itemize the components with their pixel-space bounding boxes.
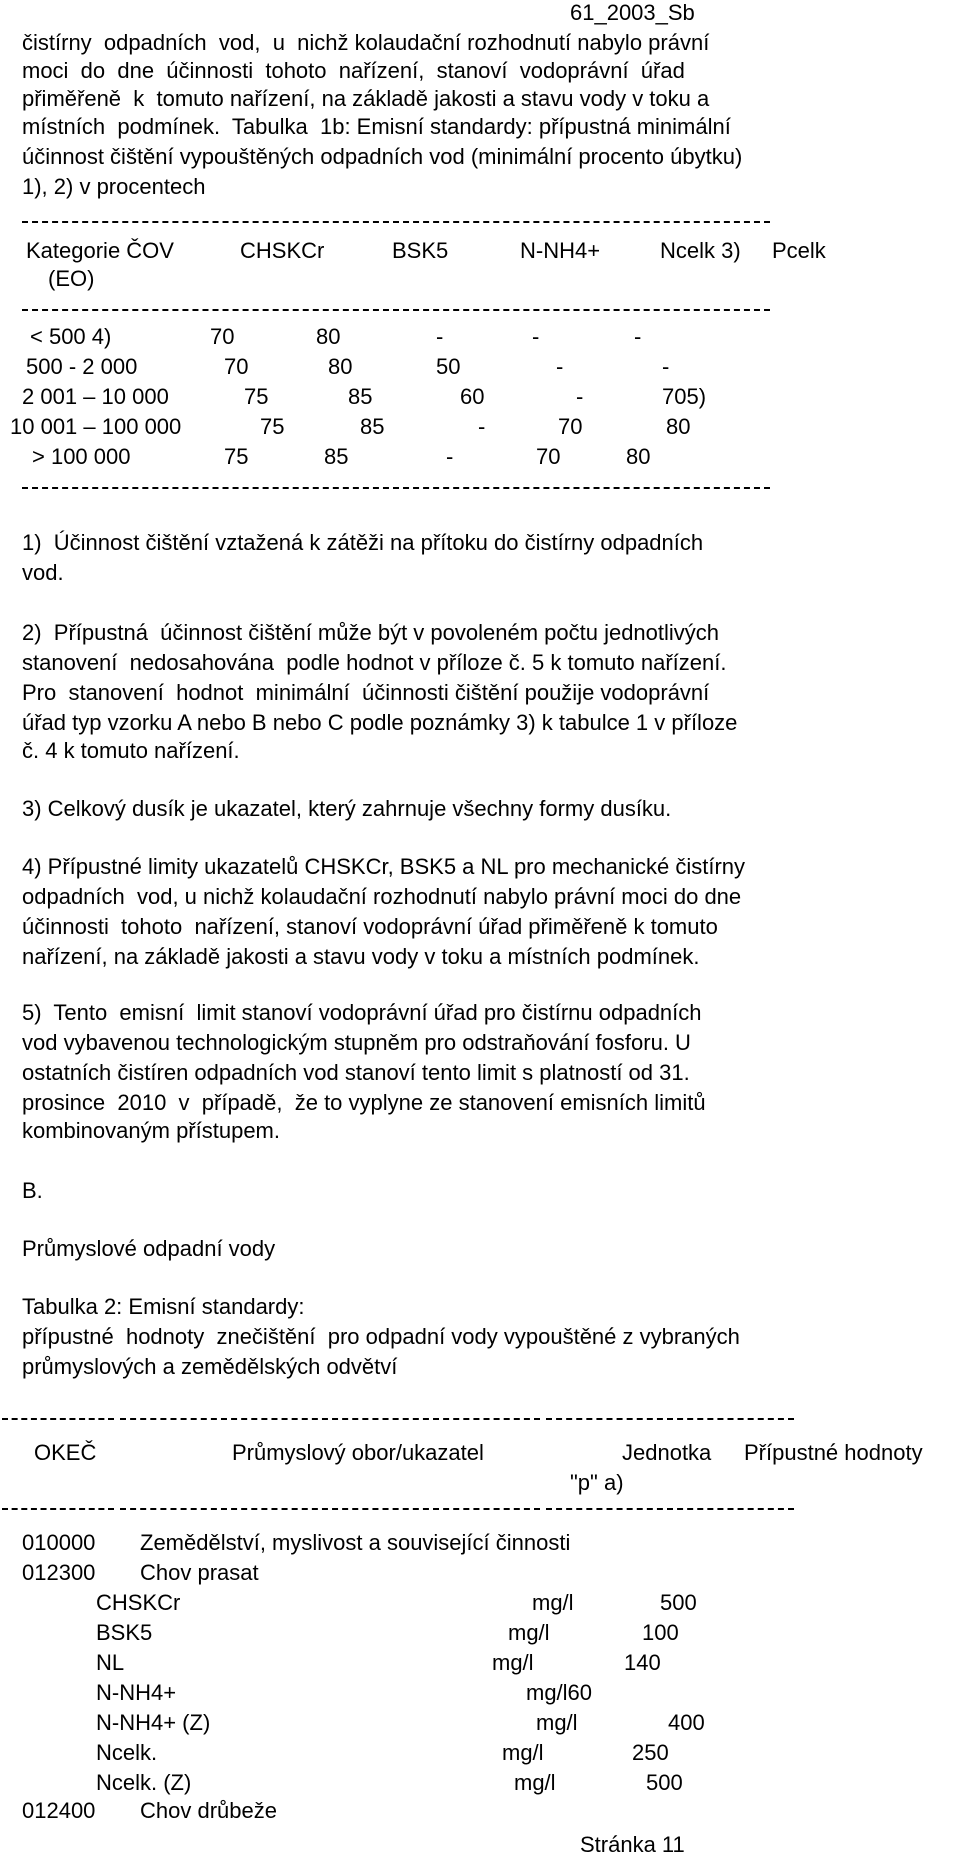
table-cell: 500 - 2 000: [26, 354, 138, 379]
header-cell: Průmyslový obor/ukazatel: [232, 1440, 484, 1465]
table-cell: 70: [558, 414, 583, 439]
okec-code: 010000: [22, 1530, 96, 1555]
table-divider: [2, 1508, 114, 1510]
intro-line: přiměřeně k tomuto nařízení, na základě jakosti a stavu vody v toku a: [22, 86, 710, 111]
table-cell: 80: [328, 354, 353, 379]
table-cell: -: [446, 444, 454, 469]
table-cell: -: [436, 324, 444, 349]
table-cell: -: [634, 324, 642, 349]
header-cell: Přípustné hodnoty: [744, 1440, 923, 1465]
okec-code: 012300: [22, 1560, 96, 1585]
table-cell: 2 001 – 10 000: [22, 384, 169, 409]
indicator-name: N-NH4+ (Z): [96, 1710, 211, 1735]
indicator-name: BSK5: [96, 1620, 153, 1645]
section-title: Průmyslové odpadní vody: [22, 1236, 276, 1261]
footnote-line: Pro stanovení hodnot minimální účinnosti čištění použije vodoprávní: [22, 680, 710, 705]
document-id: 61_2003_Sb: [570, 0, 695, 25]
indicator-value: 250: [632, 1740, 669, 1765]
table-title-line: Tabulka 2: Emisní standardy:: [22, 1294, 305, 1319]
footnote-line: 4) Přípustné limity ukazatelů CHSKCr, BSK5 a NL pro mechanické čistírny: [22, 854, 746, 879]
table-divider: [120, 1508, 540, 1510]
indicator-value: 400: [668, 1710, 705, 1735]
table-cell: 10 001 – 100 000: [10, 414, 182, 439]
table-cell: 75: [224, 444, 249, 469]
indicator-unit: mg/l: [508, 1620, 550, 1645]
indicator-name: N-NH4+: [96, 1680, 177, 1705]
table-cell: 70: [210, 324, 235, 349]
table-cell: -: [478, 414, 486, 439]
table-cell: 85: [360, 414, 385, 439]
table-cell: 75: [260, 414, 285, 439]
footnote-line: odpadních vod, u nichž kolaudační rozhodnutí nabylo právní moci do dne: [22, 884, 742, 909]
okec-name: Zemědělství, myslivost a související činnosti: [140, 1530, 571, 1555]
intro-line: čistírny odpadních vod, u nichž kolaudační rozhodnutí nabylo právní: [22, 30, 710, 55]
table-divider: [2, 1418, 114, 1420]
indicator-value: 500: [660, 1590, 697, 1615]
header-cell: BSK5: [392, 238, 449, 263]
table-cell: -: [556, 354, 564, 379]
footnote-line: č. 4 k tomuto nařízení.: [22, 738, 240, 763]
table-cell: -: [662, 354, 670, 379]
table-divider: [546, 1418, 794, 1420]
footnote-line: 3) Celkový dusík je ukazatel, který zahrnuje všechny formy dusíku.: [22, 796, 672, 821]
indicator-value: 100: [642, 1620, 679, 1645]
footnote-line: účinnosti tohoto nařízení, stanoví vodoprávní úřad přiměřeně k tomuto: [22, 914, 718, 939]
intro-line: moci do dne účinnosti tohoto nařízení, stanoví vodoprávní úřad: [22, 58, 685, 83]
intro-line: účinnost čištění vypouštěných odpadních vod (minimální procento úbytku): [22, 144, 743, 169]
footnote-line: úřad typ vzorku A nebo B nebo C podle poznámky 3) k tabulce 1 v příloze: [22, 710, 738, 735]
footnote-line: 2) Přípustná účinnost čištění může být v povoleném počtu jednotlivých: [22, 620, 720, 645]
page-number: Stránka 11: [580, 1832, 685, 1857]
intro-line: 1), 2) v procentech: [22, 174, 206, 199]
indicator-unit: mg/l: [532, 1590, 574, 1615]
table-cell: -: [532, 324, 540, 349]
table-divider: [22, 309, 770, 311]
header-cell: OKEČ: [34, 1440, 97, 1465]
table-divider: [546, 1508, 794, 1510]
table-cell: 85: [324, 444, 349, 469]
indicator-unit: mg/l: [514, 1770, 556, 1795]
table-cell: 705): [662, 384, 707, 409]
table-cell: 80: [626, 444, 651, 469]
table-cell: < 500 4): [30, 324, 112, 349]
table-divider: [22, 221, 770, 223]
table-cell: > 100 000: [32, 444, 131, 469]
table-cell: 70: [536, 444, 561, 469]
table-cell: 50: [436, 354, 461, 379]
header-cell: Ncelk 3): [660, 238, 741, 263]
okec-name: Chov prasat: [140, 1560, 259, 1585]
table-divider: [120, 1418, 540, 1420]
footnote-line: 1) Účinnost čištění vztažená k zátěži na přítoku do čistírny odpadních: [22, 530, 704, 555]
okec-name: Chov drůbeže: [140, 1798, 277, 1823]
table-divider: [22, 487, 770, 489]
table-title-line: průmyslových a zemědělských odvětví: [22, 1354, 398, 1379]
header-subcell: (EO): [48, 266, 95, 291]
indicator-name: NL: [96, 1650, 125, 1675]
indicator-value: 500: [646, 1770, 683, 1795]
header-subcell: "p" a): [570, 1470, 624, 1495]
indicator-unit: mg/l: [536, 1710, 578, 1735]
table-title-line: přípustné hodnoty znečištění pro odpadní vody vypouštěné z vybraných: [22, 1324, 740, 1349]
indicator-unit: mg/l60: [526, 1680, 593, 1705]
indicator-value: 140: [624, 1650, 661, 1675]
table-cell: 80: [316, 324, 341, 349]
indicator-name: CHSKCr: [96, 1590, 181, 1615]
footnote-line: vod vybavenou technologickým stupněm pro odstraňování fosforu. U: [22, 1030, 691, 1055]
footnote-line: kombinovaným přístupem.: [22, 1118, 280, 1143]
table-cell: 80: [666, 414, 691, 439]
indicator-name: Ncelk.: [96, 1740, 158, 1765]
header-cell: Jednotka: [622, 1440, 712, 1465]
table-cell: 70: [224, 354, 249, 379]
footnote-line: 5) Tento emisní limit stanoví vodoprávní úřad pro čistírnu odpadních: [22, 1000, 702, 1025]
table-cell: -: [576, 384, 584, 409]
footnote-line: nařízení, na základě jakosti a stavu vody v toku a místních podmínek.: [22, 944, 700, 969]
table-cell: 85: [348, 384, 373, 409]
footnote-line: prosince 2010 v případě, že to vyplyne ze stanovení emisních limitů: [22, 1090, 706, 1115]
section-letter: B.: [22, 1178, 43, 1203]
indicator-unit: mg/l: [502, 1740, 544, 1765]
indicator-name: Ncelk. (Z): [96, 1770, 192, 1795]
intro-line: místních podmínek. Tabulka 1b: Emisní standardy: přípustná minimální: [22, 114, 731, 139]
okec-code: 012400: [22, 1798, 96, 1823]
footnote-line: vod.: [22, 560, 64, 585]
header-cell: N-NH4+: [520, 238, 601, 263]
table-cell: 60: [460, 384, 485, 409]
header-cell: Pcelk: [772, 238, 826, 263]
footnote-line: ostatních čistíren odpadních vod stanoví tento limit s platností od 31.: [22, 1060, 690, 1085]
indicator-unit: mg/l: [492, 1650, 534, 1675]
header-cell: CHSKCr: [240, 238, 325, 263]
header-cell: Kategorie ČOV: [26, 238, 174, 263]
table-cell: 75: [244, 384, 269, 409]
footnote-line: stanovení nedosahována podle hodnot v příloze č. 5 k tomuto nařízení.: [22, 650, 727, 675]
